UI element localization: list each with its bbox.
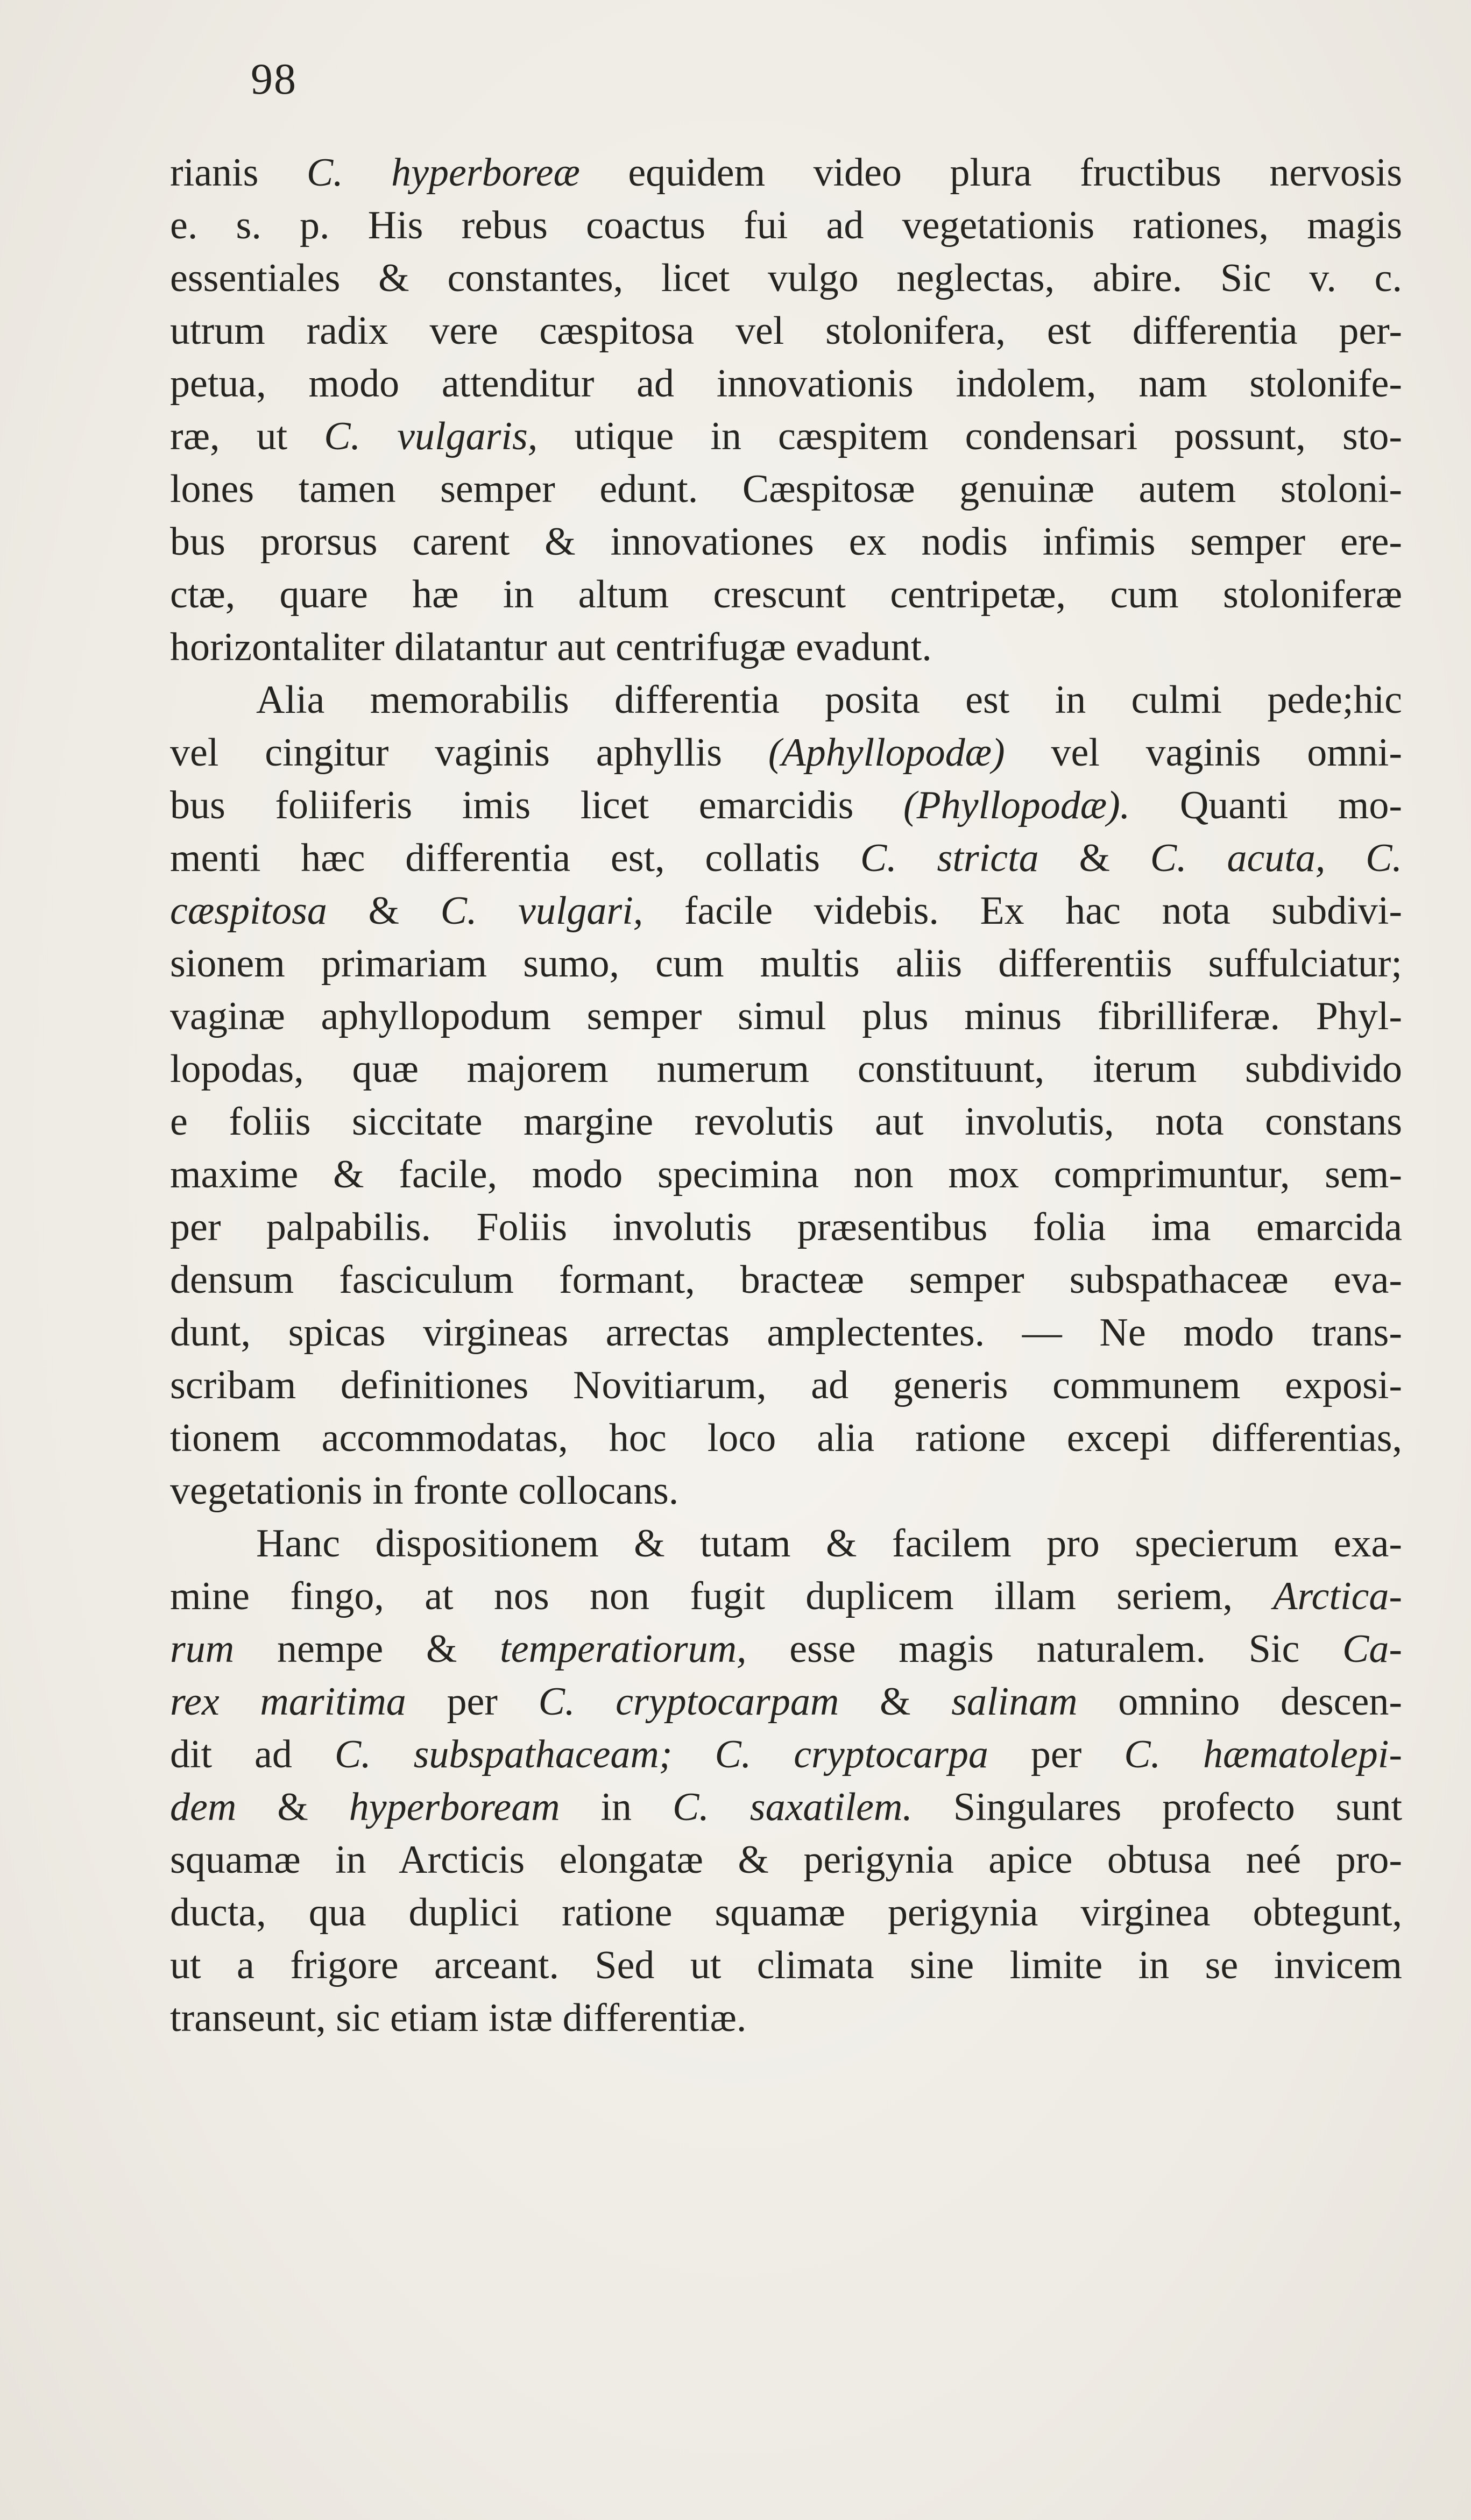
text-line [170, 884, 1402, 937]
text-line [170, 1834, 1402, 1886]
text-run: & [839, 1680, 952, 1724]
text-run: ut a frigore arceant. Sed ut climata sine limite in se invicem [170, 1943, 1402, 1987]
body-text [170, 146, 1402, 2044]
italic-text: temperatiorum, [500, 1627, 747, 1671]
text-run: omnino descen- [1077, 1680, 1402, 1724]
italic-text: C. acuta, [1150, 836, 1326, 880]
italic-text: rum [170, 1627, 235, 1671]
text-line [170, 515, 1402, 568]
text-run: transeunt, sic etiam istæ differentiæ. [170, 1996, 747, 2040]
text-line [170, 410, 1402, 463]
text-run: Quanti mo- [1130, 783, 1403, 827]
text-line [170, 1570, 1402, 1623]
paragraph [170, 674, 1402, 1517]
text-line [170, 990, 1402, 1043]
text-line [170, 726, 1402, 779]
text-line [170, 1517, 1402, 1570]
text-run: utique in cæspitem condensari possunt, sto- [538, 414, 1402, 458]
text-line [170, 357, 1402, 410]
text-line [170, 1992, 1402, 2044]
text-line [170, 1412, 1402, 1464]
italic-text: C. hyperboreæ [306, 151, 580, 195]
text-line [170, 674, 1402, 726]
page-number: 98 [251, 54, 297, 103]
text-run: per [988, 1732, 1125, 1776]
text-run: lopodas, quæ majorem numerum constituunt, iterum subdivido [170, 1047, 1402, 1091]
italic-text: (Phyllopodæ). [903, 783, 1130, 827]
text-run: scribam definitiones Novitiarum, ad generis communem exposi- [170, 1363, 1402, 1407]
text-run: vel cingitur vaginis aphyllis [170, 731, 768, 775]
italic-text: Arctica- [1273, 1574, 1402, 1618]
text-line [170, 199, 1402, 252]
italic-text: dem [170, 1785, 237, 1829]
italic-text: C. vulgari, [440, 889, 643, 933]
text-line [170, 1095, 1402, 1148]
text-run: menti hæc differentia est, collatis [170, 836, 860, 880]
italic-text: hyperboream [349, 1785, 560, 1829]
text-run: bus foliiferis imis licet emarcidis [170, 783, 903, 827]
text-run: Alia memorabilis differentia posita est in culmi pede;hic [256, 678, 1402, 722]
italic-text: Ca- [1342, 1627, 1402, 1671]
text-line [170, 146, 1402, 199]
text-line [170, 305, 1402, 357]
text-run: & [236, 1785, 349, 1829]
text-run: Singulares profecto sunt [912, 1785, 1403, 1829]
text-run: per [406, 1680, 539, 1724]
text-run: sionem primariam sumo, cum multis aliis differentiis suffulciatur; [170, 942, 1402, 986]
text-line [170, 463, 1402, 515]
italic-text: C. [1366, 836, 1403, 880]
text-line [170, 937, 1402, 990]
text-run: e. s. p. His rebus coactus fui ad vegetationis rationes, magis [170, 203, 1402, 247]
italic-text: cæspitosa [170, 889, 327, 933]
text-line [170, 1623, 1402, 1675]
text-line [170, 1781, 1402, 1834]
text-line [170, 1254, 1402, 1306]
italic-text: (Aphyllopodæ) [768, 731, 1005, 775]
text-run: maxime & facile, modo specimina non mox comprimuntur, sem- [170, 1152, 1402, 1197]
text-run: bus prorsus carent & innovationes ex nodis infimis semper ere- [170, 520, 1402, 564]
italic-text: C. vulgaris, [324, 414, 538, 458]
italic-text: C. saxatilem. [673, 1785, 913, 1829]
text-run: facile videbis. Ex hac nota subdivi- [643, 889, 1402, 933]
italic-text: C. cryptocarpam [538, 1680, 839, 1724]
text-run: equidem video plura fructibus nervosis [579, 151, 1403, 195]
text-line [170, 832, 1402, 884]
text-run: petua, modo attenditur ad innovationis indolem, nam stolonife- [170, 362, 1402, 406]
text-run: lones tamen semper edunt. Cæspitosæ genuinæ autem stoloni- [170, 467, 1402, 511]
text-line [170, 1201, 1402, 1254]
text-run: dunt, spicas virgineas arrectas amplectentes. — Ne modo trans- [170, 1311, 1402, 1355]
text-run: densum fasciculum formant, bracteæ semper subspathaceæ eva- [170, 1258, 1402, 1302]
text-run: squamæ in Arcticis elongatæ & perigynia apice obtusa neé pro- [170, 1838, 1402, 1882]
text-run [1325, 836, 1366, 880]
text-line [170, 1043, 1402, 1095]
italic-text: C. subspathaceam; C. cryptocarpa [334, 1732, 988, 1776]
text-run: tionem accommodatas, hoc loco alia ratione excepi differentias, [170, 1416, 1402, 1460]
italic-text: C. stricta [860, 836, 1039, 880]
text-run: dit ad [170, 1732, 335, 1776]
paragraph [170, 146, 1402, 674]
text-run: & [327, 889, 441, 933]
text-run: Hanc dispositionem & tutam & facilem pro specierum exa- [256, 1521, 1402, 1566]
text-run: vegetationis in fronte collocans. [170, 1469, 679, 1513]
text-line [170, 621, 1402, 674]
text-run: vaginæ aphyllopodum semper simul plus minus fibrilliferæ. Phyl- [170, 994, 1402, 1038]
text-run: in [560, 1785, 673, 1829]
text-run: ctæ, quare hæ in altum crescunt centripetæ, cum stoloniferæ [170, 572, 1402, 617]
text-run: rianis [170, 151, 307, 195]
text-run: utrum radix vere cæspitosa vel stolonifera, est differentia per- [170, 309, 1402, 353]
text-line [170, 252, 1402, 305]
text-run: nempe & [234, 1627, 500, 1671]
text-line [170, 1886, 1402, 1939]
text-run: e foliis siccitate margine revolutis aut involutis, nota constans [170, 1100, 1402, 1144]
text-line [170, 1306, 1402, 1359]
text-line [170, 1939, 1402, 1992]
text-line [170, 568, 1402, 621]
text-run: ducta, qua duplici ratione squamæ perigynia virginea obtegunt, [170, 1891, 1402, 1935]
text-run: essentiales & constantes, licet vulgo neglectas, abire. Sic v. c. [170, 256, 1402, 300]
paragraph [170, 1517, 1402, 2044]
text-run: vel vaginis omni- [1005, 731, 1402, 775]
italic-text: rex maritima [170, 1680, 406, 1724]
text-line [170, 1728, 1402, 1781]
text-run: horizontaliter dilatantur aut centrifugæ evadunt. [170, 625, 932, 669]
italic-text: C. hæmatolepi- [1124, 1732, 1402, 1776]
text-run: & [1038, 836, 1150, 880]
text-line [170, 779, 1402, 832]
text-line [170, 1675, 1402, 1728]
text-run: per palpabilis. Foliis involutis præsentibus folia ima emarcida [170, 1205, 1402, 1249]
text-line [170, 1359, 1402, 1412]
text-line [170, 1464, 1402, 1517]
text-run: ræ, ut [170, 414, 324, 458]
text-run: mine fingo, at nos non fugit duplicem illam seriem, [170, 1574, 1274, 1618]
italic-text: salinam [951, 1680, 1078, 1724]
text-line [170, 1148, 1402, 1201]
text-run: esse magis naturalem. Sic [746, 1627, 1342, 1671]
